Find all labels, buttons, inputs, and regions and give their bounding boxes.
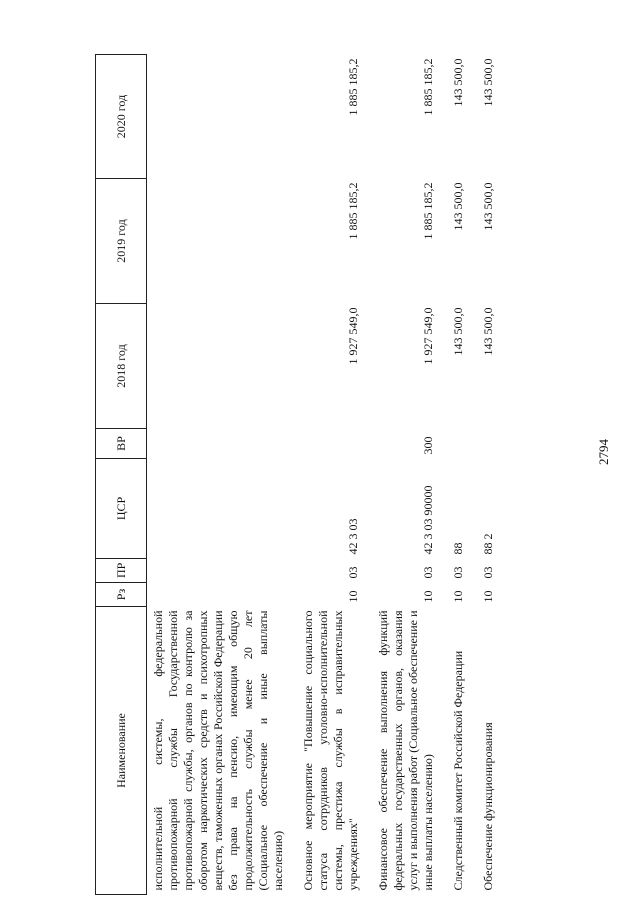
row-name: Обеспечение функционирования [481, 722, 495, 891]
row-csr [147, 459, 290, 559]
budget-table [95, 54, 499, 895]
row-vr [469, 429, 499, 459]
row-rz: 10 [481, 590, 495, 603]
col-header-2018: 2018 год [96, 304, 147, 429]
row-pr: 03 [346, 566, 360, 579]
row-csr: 42 3 03 90000 [421, 485, 435, 555]
row-2019: 143 500,0 [481, 182, 495, 231]
table-row [147, 55, 290, 895]
row-csr: 88 [451, 542, 465, 555]
row-vr: 300 [421, 436, 435, 455]
col-header-2019: 2019 год [96, 179, 147, 304]
row-vr [147, 429, 290, 459]
col-header-pr: ПР [96, 559, 147, 583]
row-csr: 88 2 [481, 533, 495, 555]
row-2018 [147, 304, 290, 429]
row-2019: 1 885 185,2 [346, 182, 360, 240]
row-csr: 42 3 03 [346, 518, 360, 555]
row-2018: 1 927 549,0 [346, 307, 360, 365]
row-2019: 1 885 185,2 [421, 182, 435, 240]
row-2020: 1 885 185,2 [346, 58, 360, 116]
row-pr: 03 [451, 566, 465, 579]
row-rz [147, 583, 290, 607]
row-2018: 143 500,0 [481, 307, 495, 356]
row-2018: 143 500,0 [451, 307, 465, 356]
col-header-name: Наименование [96, 607, 147, 895]
row-rz: 10 [346, 590, 360, 603]
row-2020: 1 885 185,2 [421, 58, 435, 116]
page-number: 2794 [596, 439, 611, 465]
row-name: Основное мероприятие "Повышение социального статуса сотрудников уголовно-исполнительной системы, престижа службы в исправительных учреждениях" [301, 610, 360, 891]
row-2019: 143 500,0 [451, 182, 465, 231]
row-pr: 03 [421, 566, 435, 579]
row-vr [439, 429, 469, 459]
budget-table-rotated [95, 55, 635, 895]
table-row [439, 55, 469, 895]
col-header-2020: 2020 год [96, 55, 147, 179]
row-2020: 143 500,0 [451, 58, 465, 107]
col-header-csr: ЦСР [96, 459, 147, 559]
table-row [289, 55, 364, 895]
row-2018: 1 927 549,0 [421, 307, 435, 365]
row-2020: 143 500,0 [481, 58, 495, 107]
table-row [469, 55, 499, 895]
row-name: Следственный комитет Российской Федерации [451, 650, 465, 891]
row-2020 [147, 55, 290, 179]
col-header-vr: ВР [96, 429, 147, 459]
row-vr [289, 429, 364, 459]
row-2019 [147, 179, 290, 304]
table-row [364, 55, 439, 895]
row-name: Финансовое обеспечение выполнения функций федеральных государственных органов, оказания услуг и выполнения работ (Социальное обеспечение и иные выплаты населению) [376, 610, 435, 891]
row-name: исполнительной системы, федеральной противопожарной службы Государственной противопожарной службы, органов по контролю за оборотом наркотических средств и психотропных веществ, таможенных органах Российской Федерации без права на пенсию, имеющим общую продолжительность службы менее 20 лет (Социальное обеспечение и иные выплаты населению) [151, 610, 285, 891]
row-rz: 10 [421, 590, 435, 603]
row-pr: 03 [481, 566, 495, 579]
row-pr [147, 559, 290, 583]
table-header-row [96, 55, 147, 895]
row-rz: 10 [451, 590, 465, 603]
col-header-rz: Рз [96, 583, 147, 607]
